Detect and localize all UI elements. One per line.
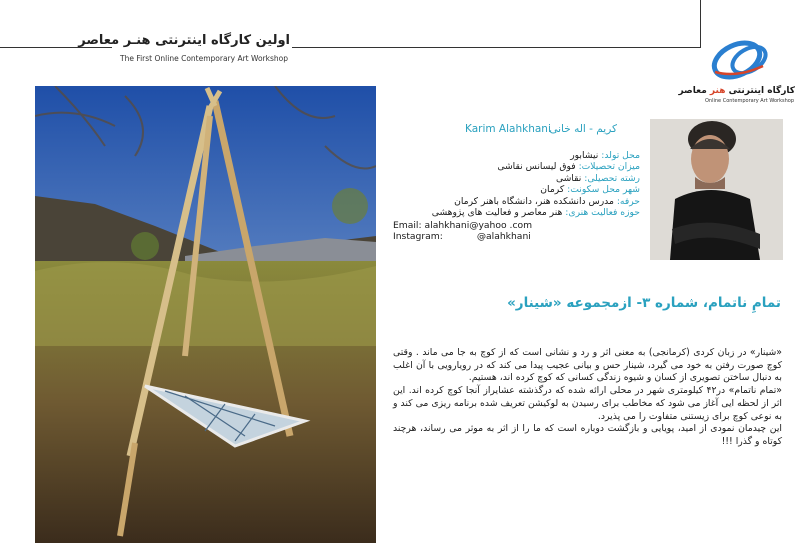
- header-rule-right: [292, 47, 700, 48]
- bio-city: شهر محل سکونت: کرمان: [540, 184, 640, 196]
- artist-portrait: [650, 119, 783, 260]
- instagram-handle[interactable]: @alahkhani: [476, 231, 531, 243]
- description-paragraph: «شینار» در زبان کردی (کرمانجی) به معنی اثر و رد و نشانی است که از کوچ به جا می ماند . وقتی کوچ صورت رفتن به خود می گیرد، شینار حس و بیانی عجیب پیدا می کند که در رویارویی با آن اغلب به دنبال ساختن تصویری از کسان و شیوه زندگی کسانی که کوچ کرده اند، هستیم.: [393, 347, 782, 384]
- work-description: [393, 347, 782, 449]
- artist-contact: [393, 220, 643, 243]
- artist-name: [450, 123, 642, 137]
- header-title-fa: اولین کارگاه اینترنتی هنـر معاصر: [78, 33, 290, 48]
- contact-instagram: Instagram: @alahkhani: [393, 231, 531, 243]
- artist-bio: [390, 150, 640, 218]
- bio-birthplace: محل تولد: نیشابور: [570, 150, 640, 161]
- work-title: تمامِ ناتمام، شماره ۳- ازمجموعه «شینار»: [507, 295, 781, 311]
- description-paragraph: این چیدمان نمودی از امید، پویایی و بازگشت دوباره است که ما را از اثر به موثر می رساند، هرچند کوتاه و گذرا !!!: [393, 423, 782, 447]
- artwork-photo: [35, 86, 376, 543]
- bio-field: رشته تحصیلی: نقاشی: [555, 172, 640, 184]
- header-subtitle-en: The First Online Contemporary Art Workshop: [120, 54, 288, 63]
- bio-education: میزان تحصیلات: فوق لیسانس نقاشی: [497, 161, 640, 173]
- bio-art-activity: حوزه فعالیت هنری: هنر معاصر و فعالیت های پژوهشی: [431, 207, 640, 219]
- artist-name-en: Karim Alahkhani: [465, 123, 551, 135]
- contact-email: Email: alahkhani@yahoo .com: [393, 220, 533, 231]
- description-paragraph: «تمام ناتمام» در۴۲ کیلومتری شهر در محلی ارائه شده که درگذشته عشایراز آنجا کوچ کرده اند. این اثر از لحظه ایی آغاز می شود که مخاطب برای رسیدن به لوکیشن تعریف شده برنامه ریزی می کند و به نوعی کوچ برای زیستنی متفاوت را می پذیرد.: [393, 385, 782, 422]
- email-value[interactable]: alahkhani@yahoo .com: [424, 220, 533, 231]
- bio-profession: حرفه: مدرس دانشکده هنر، دانشگاه باهنر کرمان: [454, 195, 640, 207]
- artist-name-fa: کریم - اله خانی: [549, 123, 617, 135]
- header-vertical-rule: [700, 0, 701, 48]
- workshop-logo-icon: [705, 38, 775, 84]
- logo-text-fa: کارگاه اینترنتی هنر معاصر: [678, 86, 795, 96]
- logo-text-en: Online Contemporary Art Workshop: [705, 98, 794, 104]
